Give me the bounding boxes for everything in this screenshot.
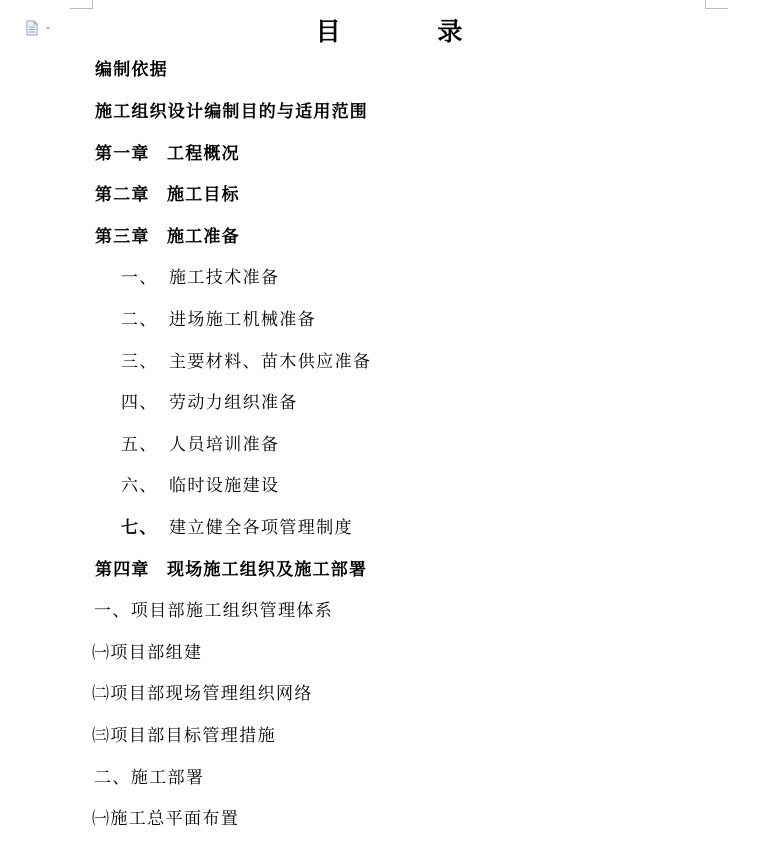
toc-entry-3-6[interactable] — [121, 475, 279, 497]
toc-entry-label: 进场施工机械准备 — [169, 310, 317, 330]
toc-entry-label: 劳动力组织准备 — [169, 393, 298, 413]
toc-entry-label: 现场施工组织及施工部署 — [167, 560, 368, 580]
toc-entry-label: ㈠项目部组建 — [92, 643, 203, 663]
toc-entry-purpose-scope[interactable] — [95, 101, 368, 123]
toc-entry-3-4[interactable] — [121, 392, 298, 414]
toc-entry-4-2-1[interactable] — [92, 808, 239, 830]
toc-entry-label: 施工技术准备 — [169, 268, 280, 288]
toc-entry-number: 第一章 — [95, 144, 150, 164]
toc-entry-number: 第三章 — [95, 227, 150, 247]
toc-entry-3-2[interactable] — [121, 309, 316, 331]
toc-entry-label: 工程概况 — [167, 144, 240, 164]
toc-entry-label: 施工准备 — [167, 227, 240, 247]
toc-entry-4-2[interactable] — [94, 767, 204, 789]
toc-entry-chapter-3[interactable] — [95, 226, 240, 248]
toc-entry-label: 编制依据 — [95, 60, 168, 80]
toc-entry-number: 六、 — [121, 476, 158, 496]
toc-entry-chapter-4[interactable] — [95, 559, 367, 581]
toc-entry-label: 主要材料、苗木供应准备 — [169, 352, 372, 372]
toc-entry-number: 五、 — [121, 435, 158, 455]
toc-entry-number: 三、 — [121, 352, 158, 372]
toc-entry-label: 施工目标 — [167, 185, 240, 205]
toc-entry-basis[interactable] — [95, 59, 168, 81]
toc-entry-3-3[interactable] — [121, 351, 371, 373]
toc-entry-3-1[interactable] — [121, 267, 279, 289]
toc-entry-number: 一、 — [121, 268, 158, 288]
toc-entry-chapter-2[interactable] — [95, 184, 240, 206]
page-title: 目 录 — [315, 17, 507, 46]
toc-entry-label: ㈡项目部现场管理组织网络 — [92, 684, 313, 704]
toc-entry-label: ㈢项目部目标管理措施 — [92, 726, 276, 746]
toc-entry-label: 一、项目部施工组织管理体系 — [94, 601, 334, 621]
toc-entry-number: 二、 — [121, 310, 158, 330]
toc-entry-label: 施工组织设计编制目的与适用范围 — [95, 102, 368, 122]
toc-entry-label: 临时设施建设 — [169, 476, 280, 496]
toc-entry-4-1-1[interactable] — [92, 642, 202, 664]
toc-entry-number: 第四章 — [95, 560, 150, 580]
toc-entry-4-1-2[interactable] — [92, 683, 313, 705]
toc-entry-number: 四、 — [121, 393, 158, 413]
toc-entry-number: 第二章 — [95, 185, 150, 205]
toc-entry-3-5[interactable] — [121, 434, 279, 456]
toc-entry-4-1-3[interactable] — [92, 725, 276, 747]
toc-entry-3-7[interactable] — [121, 517, 353, 539]
toc-entry-label: 建立健全各项管理制度 — [169, 518, 353, 538]
toc-entry-label: ㈠施工总平面布置 — [92, 809, 240, 829]
toc-entry-4-1[interactable] — [94, 600, 333, 622]
toc-entry-label: 二、施工部署 — [94, 768, 205, 788]
toc-entry-label: 人员培训准备 — [169, 435, 280, 455]
toc-entry-number: 七、 — [121, 518, 158, 538]
toc-entry-chapter-1[interactable] — [95, 143, 240, 165]
